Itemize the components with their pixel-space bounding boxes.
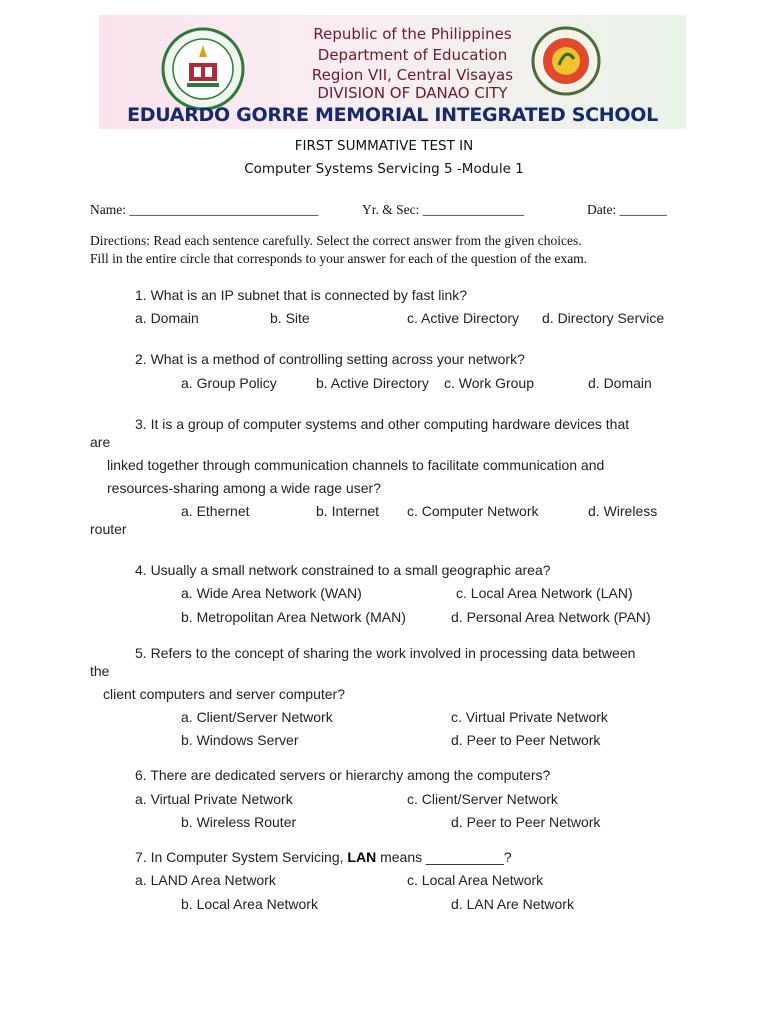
banner-department: Department of Education: [317, 46, 508, 64]
q2-choice-a: a. Group Policy: [181, 375, 277, 391]
name-field: Name: ____________________________: [90, 202, 319, 217]
q3-choice-d-wrap: router: [90, 521, 127, 537]
question-5-line-1-wrap: the: [90, 663, 110, 679]
q7-choice-c: c. Local Area Network: [407, 872, 544, 888]
q1-choice-a: a. Domain: [135, 310, 199, 326]
banner-school-name: EDUARDO GORRE MEMORIAL INTEGRATED SCHOOL: [127, 104, 658, 126]
question-3-line-3: resources-sharing among a wide rage user?: [107, 480, 381, 496]
q5-choice-d: d. Peer to Peer Network: [451, 732, 601, 748]
date-field: Date: _______: [587, 202, 667, 217]
q2-choice-d: d. Domain: [588, 375, 652, 391]
banner-division: DIVISION OF DANAO CITY: [317, 84, 508, 102]
q5-choice-b: b. Windows Server: [181, 732, 299, 748]
test-title: FIRST SUMMATIVE TEST IN: [294, 138, 474, 154]
question-5-line-1: 5. Refers to the concept of sharing the work involved in processing data between: [135, 645, 636, 661]
q2-choice-b: b. Active Directory: [316, 375, 429, 391]
deped-division-seal-icon: [531, 25, 601, 97]
test-subject: Computer Systems Servicing 5 -Module 1: [244, 161, 524, 177]
question-7-term: LAN: [347, 849, 377, 865]
q4-choice-b: b. Metropolitan Area Network (MAN): [181, 609, 406, 625]
q2-choice-c: c. Work Group: [444, 375, 534, 391]
question-3-line-1: 3. It is a group of computer systems and other computing hardware devices that: [135, 416, 630, 432]
q4-choice-a: a. Wide Area Network (WAN): [181, 585, 362, 601]
q1-choice-b: b. Site: [270, 310, 310, 326]
question-7-pre: 7. In Computer System Servicing,: [135, 849, 348, 865]
directions-line-1: Directions: Read each sentence carefully. Select the correct answer from the given choices.: [90, 233, 582, 248]
question-3-line-1-wrap: are: [90, 434, 111, 450]
q6-choice-c: c. Client/Server Network: [407, 791, 558, 807]
question-3-line-2: linked together through communication channels to facilitate communication and: [107, 457, 605, 473]
yr-sec-field: Yr. & Sec: _______________: [362, 202, 524, 217]
directions-line-2: Fill in the entire circle that corresponds to your answer for each of the question of the exam.: [90, 251, 588, 266]
question-1: 1. What is an IP subnet that is connected by fast link?: [135, 287, 468, 303]
question-7-post: means __________?: [376, 849, 512, 865]
q5-choice-c: c. Virtual Private Network: [451, 709, 608, 725]
q1-choice-d: d. Directory Service: [542, 310, 665, 326]
q6-choice-a: a. Virtual Private Network: [135, 791, 293, 807]
q1-choice-c: c. Active Directory: [407, 310, 520, 326]
q5-choice-a: a. Client/Server Network: [181, 709, 333, 725]
q7-choice-d: d. LAN Are Network: [451, 896, 574, 912]
question-5-line-2: client computers and server computer?: [103, 686, 345, 702]
q6-choice-b: b. Wireless Router: [181, 814, 297, 830]
q3-choice-c: c. Computer Network: [407, 503, 539, 519]
school-header-banner: [99, 15, 686, 129]
q7-choice-a: a. LAND Area Network: [135, 872, 276, 888]
question-4: 4. Usually a small network constrained to a small geographic area?: [135, 562, 551, 578]
q3-choice-d: d. Wireless: [588, 503, 658, 519]
q3-choice-b: b. Internet: [316, 503, 380, 519]
question-6: 6. There are dedicated servers or hierarchy among the computers?: [135, 767, 551, 783]
q7-choice-b: b. Local Area Network: [181, 896, 318, 912]
banner-republic: Republic of the Philippines: [313, 25, 512, 43]
q6-choice-d: d. Peer to Peer Network: [451, 814, 601, 830]
q3-choice-a: a. Ethernet: [181, 503, 250, 519]
question-2: 2. What is a method of controlling setting across your network?: [135, 351, 525, 367]
q4-choice-c: c. Local Area Network (LAN): [456, 585, 633, 601]
q4-choice-d: d. Personal Area Network (PAN): [451, 609, 651, 625]
question-7: [135, 849, 512, 865]
banner-region: Region VII, Central Visayas: [311, 66, 514, 84]
